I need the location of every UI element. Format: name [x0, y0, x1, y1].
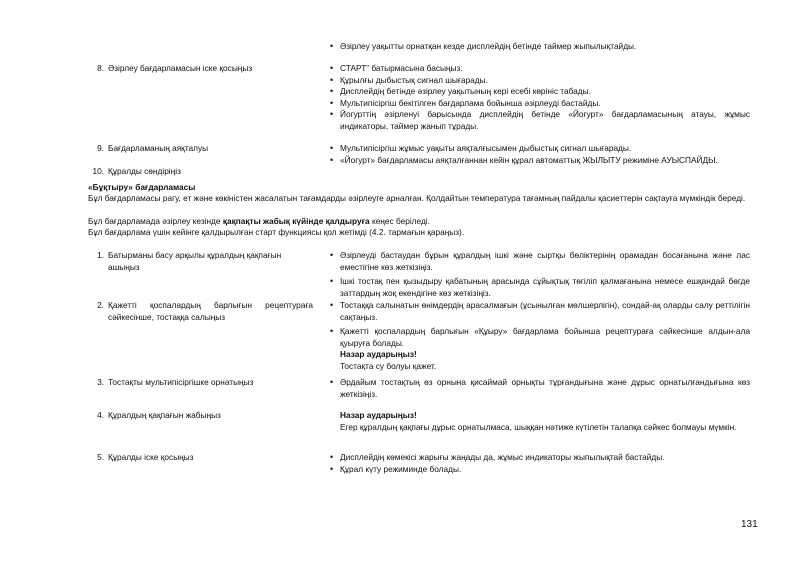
- list-item: • Мультипісіргіш жұмыс уақыты аяқталғысымен дыбыстық сигнал шығарады.: [330, 143, 750, 155]
- bullet-list: [330, 377, 750, 400]
- step-number: 5.: [97, 452, 104, 462]
- paragraph: Бұл бағдарлама үшін кейінге қалдырылған старт функциясы қол жетімді (4.2. тармағын қараңыз).: [88, 227, 465, 237]
- bullet-list: [330, 452, 750, 475]
- list-item: • Құрал күту режиминде болады.: [330, 464, 750, 476]
- step-number: 8.: [97, 63, 104, 73]
- list-item: • Мультипісіргіш бекітілген бағдарлама бойынша әзірлеуді бастайды.: [330, 98, 750, 110]
- step-number: 2.: [97, 300, 104, 310]
- bold-phrase: қақпақты жабық күйінде қалдыруға: [222, 216, 370, 226]
- bullet-list: [330, 41, 750, 53]
- bullet-list: [330, 250, 750, 299]
- step-text: Бағдарламаның аяқталуы: [108, 143, 209, 153]
- list-item: • «Йогурт» бағдарламасы аяқталғаннан кейін құрал автоматтық ЖЫЛЫТУ режиміне АУЫСПАЙДЫ.: [330, 155, 750, 167]
- step-number: 10.: [92, 166, 104, 176]
- step-text: Әзірлеу бағдарламасын іске қосыңыз: [108, 63, 253, 73]
- list-item: • Йогурттің әзірленуі барысында дисплейдің бетінде «Йогурт» бағдарламасының атауы, жұмыс индикаторы, таймер жанып тұрады.: [330, 109, 750, 132]
- note-title: Назар аударыңыз!: [340, 349, 417, 359]
- note-text: Егер құралдың қақпағы дұрыс орнатылмаса, шыққан нәтиже күтілетін талапқа сәйкес болмауы мүмкін.: [340, 422, 737, 432]
- paragraph: Бұл бағдарламасы рагу, ет және көкіністен жасалатын тағамдарды әзірлеуге арналған. Қолдайтын температура тағамның пайдалы қасиеттерін сақтауға мүмкіндік береді.: [88, 193, 746, 203]
- bullet-list: [330, 143, 750, 166]
- step-number: 1.: [97, 250, 104, 260]
- bullet-list: [330, 63, 750, 133]
- bullet-list: [330, 300, 750, 349]
- paragraph: Бұл бағдарламада әзірлеу кезінде қақпақты жабық күйінде қалдыруға кеңес беріледі.: [88, 216, 430, 226]
- step-text: Құралдың қақпағын жабыңыз: [108, 410, 221, 420]
- list-item: • СТАРТ” батырмасына басыңыз.: [330, 63, 750, 75]
- page-number: 131: [741, 519, 758, 530]
- list-item: • Әзірлеу уақытты орнатқан кезде дисплейдің бетінде таймер жыпылықтайды.: [330, 41, 750, 53]
- list-item: • Ішкі тостақ пен қызыдыру қабатының арасында сұйықтық төгіліп қалмағанына немесе ешқандай бөгде заттардың жоқ екендігіне көз жеткізіңіз.: [330, 276, 750, 299]
- step-number: 4.: [97, 410, 104, 420]
- list-item: • Әрдайым тостақтың өз орнына қисаймай орнықты тұрғандығына және дұрыс орнатылғандығына көз жеткізіңіз.: [330, 377, 750, 400]
- step-number: 3.: [97, 377, 104, 387]
- note-title: Назар аударыңыз!: [340, 410, 417, 420]
- list-item: • Құрылғы дыбыстық сигнал шығарады.: [330, 75, 750, 87]
- note-text: Тостақта су болуы қажет.: [340, 361, 437, 371]
- step-number: 9.: [97, 143, 104, 153]
- step-text: Құралды сөндіріңіз: [108, 166, 181, 176]
- step-text: Қажетті қоспалардың барлығын рецептураға сәйкесінше, тостаққа салыңыз: [108, 300, 313, 322]
- step-text: Тостақты мультипісіргішке орнатыңыз: [108, 377, 254, 387]
- step-text: Батырманы басу арқылы құралдың қақпағын ашыңыз: [108, 250, 282, 272]
- list-item: • Дисплейдің көмекісі жарығы жаңады да, жұмыс индикаторы жыпылықтай бастайды.: [330, 452, 750, 464]
- step-text: Құралды іске қосыңыз: [108, 452, 194, 462]
- list-item: • Қажетті қоспалардың барлығын «Құыру» бағдарлама бойынша рецептураға сәйкесінше алдын-ала қуыруға болады.: [330, 326, 750, 349]
- section-title: «Бұқтыру» бағдарламасы: [88, 182, 196, 192]
- list-item: • Әзірлеуді бастаудан бұрын құралдың ішкі және сыртқы бөліктерінің орамадан босағанына және лас еместігіне көз жеткізіңіз.: [330, 250, 750, 273]
- list-item: • Тостаққа салынатын өнімдердің арасалмағын (ұсынылған мөлшерлігін), сондай-ақ оларды салу реттілігін сақтаңыз.: [330, 300, 750, 323]
- list-item: • Дисплейдің бетінде әзірлеу уақытының кері есебі көрініс табады.: [330, 86, 750, 98]
